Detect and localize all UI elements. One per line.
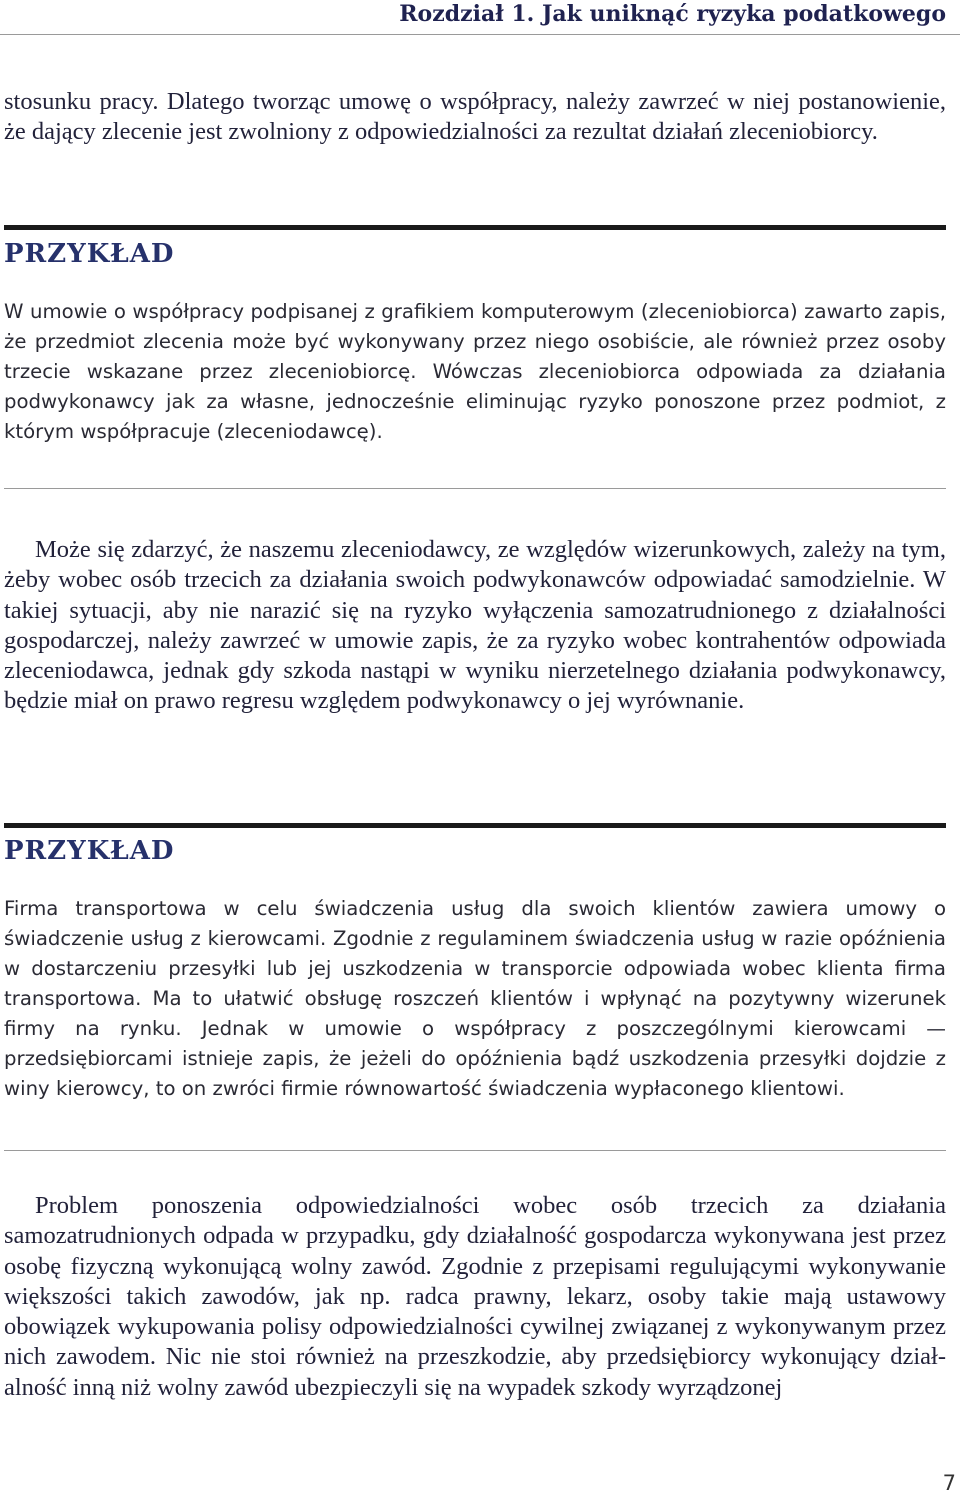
body-paragraph-2: Może się zdarzyć, że naszemu zleceniodawcy, ze względów wizerunkowych, zależy na tym, żeby wobec osób trzecich za działania swoich podwykonawców odpowiadać samodzielnie. W takiej sytuacji, aby nie narazić się na ryzyko wyłączenia samozatrudnionego z działalności gospodarczej, należy zawrzeć w umowie zapis, że za ryzyko wobec kontrahentów odpowiada zleceniodawca, jednak gdy szkoda nastąpi w wyniku nierzetelnego działania podwykonawcy, będzie miał on prawo regresu względem podwykonawcy o jej wyrównanie. xyxy=(4,536,946,715)
running-head: Rozdział 1. Jak uniknąć ryzyka podatkowego xyxy=(399,1,946,27)
page-number: 7 xyxy=(942,1471,956,1495)
example-2-top-rule xyxy=(4,823,946,828)
example-1-bottom-rule xyxy=(4,488,946,489)
example-2-title: PRZYKŁAD xyxy=(4,836,175,866)
example-2-text: Firma transportowa w celu świadczenia usług dla swoich klientów zawiera umowy o świadczenie usług z kierowcami. Zgodnie z regulaminem świadczenia usług w razie opóźnienia w dostarczeniu przesyłki lub jej uszkodzenia w transporcie odpowiada wobec klienta firma transportowa. Ma to ułatwić obsługę roszczeń klientów i wpłynąć na pozytywny wizerunek firmy na rynku. Jednak w umowie o współpracy z poszczególnymi kierowcami — przedsiębiorcami istnieje zapis, że jeżeli do opóźnienia bądź uszkodzenia przesyłki dojdzie z winy kierowcy, to on zwróci firmie równowartość świadczenia wypłaconego klientowi. xyxy=(4,897,946,1100)
header-rule xyxy=(0,34,960,35)
example-2-bottom-rule xyxy=(4,1150,946,1151)
example-1-text: W umowie o współpracy podpisanej z grafikiem komputerowym (zleceniobiorca) zawarto zapis, że przedmiot zlecenia może być wykonywany przez niego osobiście, ale również przez osoby trzecie wskazane przez zleceniobiorcę. Wówczas zleceniobiorca odpowiada za działania podwykonawcy jak za własne, jednocześnie eliminując ryzyko ponoszone przez podmiot, z którym współpracuje (zleceniodawcę). xyxy=(4,300,946,443)
example-1-title: PRZYKŁAD xyxy=(4,239,175,269)
body-paragraph-1: stosunku pracy. Dlatego tworząc umowę o współpracy, należy zawrzeć w niej postanowienie, że dający zlecenie jest zwolniony z odpowiedzialności za rezultat działań zleceniobiorcy. xyxy=(4,88,946,146)
body-paragraph-3: Problem ponoszenia odpowiedzialności wobec osób trzecich za działania samozatrudnionych odpada w przypadku, gdy działalność gospodarcza wykonywana jest przez osobę fizyczną wykonującą wolny zawód. Zgodnie z przepisami regulującymi wykonywanie większości takich zawodów, jak np. radca prawny, lekarz, osoby takie mają ustawowy obowiązek wykupowania polisy odpowiedzialności cywilnej związanej z wykonywanym przez nich zawodem. Nic nie stoi również na przeszkodzie, aby przedsiębiorcy wykonujący działalność inną niż wolny zawód ubezpieczyli się na wypadek szkody wyrządzonej xyxy=(4,1192,946,1401)
example-1-top-rule xyxy=(4,225,946,230)
